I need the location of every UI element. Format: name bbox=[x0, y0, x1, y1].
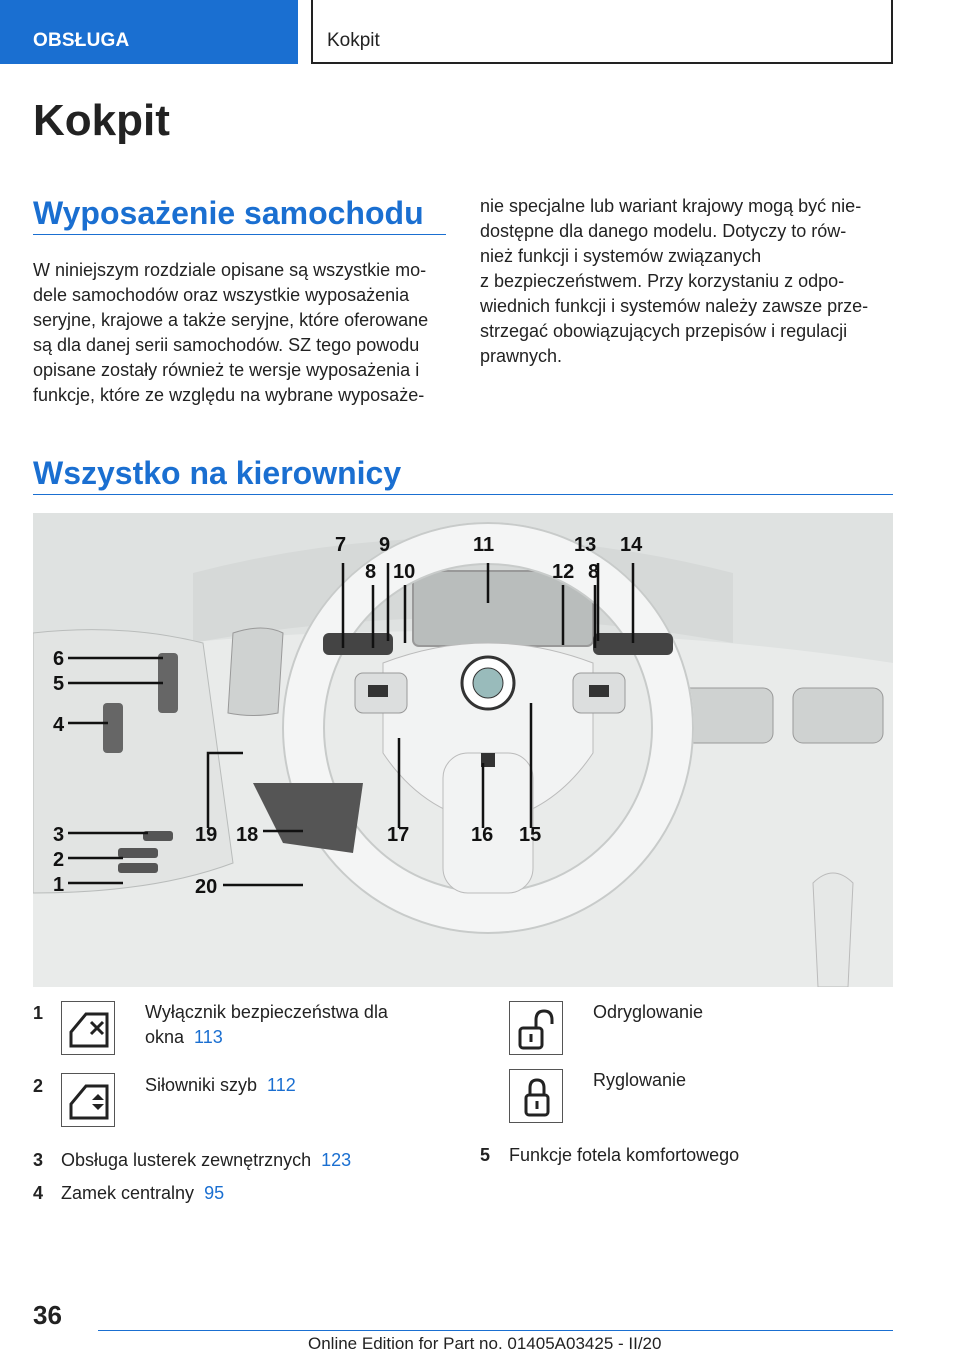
item-text-line: Wyłącznik bezpieczeństwa dla bbox=[145, 1002, 388, 1022]
lock-icon bbox=[509, 1069, 563, 1123]
text-line: dele samochodów oraz wszystkie wyposażenia bbox=[33, 285, 410, 305]
chapter-tab bbox=[311, 0, 893, 64]
item-text bbox=[145, 1000, 388, 1050]
equipment-text-right bbox=[480, 194, 900, 369]
chapter-tab-label: Kokpit bbox=[327, 30, 380, 51]
callout-label: 17 bbox=[387, 824, 410, 846]
item-text-line: okna bbox=[145, 1027, 185, 1047]
text-line: dostępne dla danego modelu. Dotyczy to rów‐ bbox=[480, 221, 847, 241]
item-text bbox=[61, 1148, 351, 1173]
text-line: funkcje, które ze względu na wybrane wyposaże‐ bbox=[33, 385, 425, 405]
callout-label: 3 bbox=[53, 824, 65, 846]
text-line: z bezpieczeństwem. Przy korzystaniu z odpo‐ bbox=[480, 271, 845, 291]
unlock-icon bbox=[509, 1001, 563, 1055]
item-text bbox=[145, 1073, 296, 1098]
callout-label: 12 bbox=[552, 561, 575, 583]
callout-label: 8 bbox=[365, 561, 377, 583]
callout-label: 19 bbox=[195, 824, 218, 846]
page-reference-link[interactable]: 123 bbox=[321, 1150, 352, 1170]
callout-label: 8 bbox=[588, 561, 600, 583]
callout-label: 5 bbox=[53, 673, 65, 695]
item-text bbox=[61, 1181, 224, 1206]
equipment-text-left bbox=[33, 258, 453, 408]
item-number: 1 bbox=[33, 1003, 44, 1023]
steering-heading: Wszystko na kierownicy bbox=[33, 455, 402, 491]
text-line: prawnych. bbox=[480, 346, 563, 366]
callout-label: 15 bbox=[519, 824, 542, 846]
callout-label: 4 bbox=[53, 714, 65, 736]
text-line: są dla danej serii samochodów. SZ tego powodu bbox=[33, 335, 420, 355]
callout-label: 13 bbox=[574, 534, 597, 556]
page-title: Kokpit bbox=[33, 96, 170, 145]
text-line: strzegać obowiązujących przepisów i regulacji bbox=[480, 321, 848, 341]
section-tab bbox=[0, 0, 298, 64]
steering-heading-rule bbox=[33, 494, 893, 495]
item-number: 3 bbox=[33, 1150, 44, 1170]
item-text-line: Obsługa lusterek zewnętrznych bbox=[61, 1150, 312, 1170]
cockpit-illustration bbox=[33, 513, 893, 987]
callout-label: 2 bbox=[53, 849, 65, 871]
callout-label: 20 bbox=[195, 876, 218, 898]
text-line: nież funkcji i systemów związanych bbox=[480, 246, 762, 266]
section-tab-label: OBSŁUGA bbox=[33, 30, 130, 51]
text-line: W niniejszym rozdziale opisane są wszystkie mo‐ bbox=[33, 260, 427, 280]
callout-label: 9 bbox=[379, 534, 391, 556]
item-number: 5 bbox=[480, 1145, 491, 1165]
text-line: wiednich funkcji i systemów należy zawsze prze‐ bbox=[480, 296, 869, 316]
footer-edition: Online Edition for Part no. 01405A03425 - II/20 bbox=[308, 1334, 662, 1353]
callout-label: 7 bbox=[335, 534, 347, 556]
callout-label: 18 bbox=[236, 824, 259, 846]
footer-rule bbox=[98, 1330, 893, 1331]
power-window-icon bbox=[61, 1073, 115, 1127]
item-number: 2 bbox=[33, 1076, 44, 1096]
text-line: opisane zostały również te wersje wyposażenia i bbox=[33, 360, 420, 380]
callout-label: 16 bbox=[471, 824, 494, 846]
item-number: 4 bbox=[33, 1183, 44, 1203]
item-text: Odryglowanie bbox=[593, 1002, 704, 1022]
text-line: nie specjalne lub wariant krajowy mogą być nie‐ bbox=[480, 196, 862, 216]
callout-label: 11 bbox=[473, 534, 495, 556]
item-text-line: Zamek centralny bbox=[61, 1183, 195, 1203]
callout-label: 1 bbox=[53, 874, 65, 896]
page-reference-link[interactable]: 113 bbox=[194, 1027, 223, 1047]
equipment-heading: Wyposażenie samochodu bbox=[33, 195, 424, 231]
item-text: Ryglowanie bbox=[593, 1070, 687, 1090]
window-safety-switch-icon bbox=[61, 1001, 115, 1055]
text-line: seryjne, krajowe a także seryjne, które oferowane bbox=[33, 310, 429, 330]
cockpit-drawing bbox=[33, 513, 893, 987]
item-text: Funkcje fotela komfortowego bbox=[509, 1145, 740, 1165]
page-number: 36 bbox=[33, 1300, 62, 1330]
page-reference-link[interactable]: 112 bbox=[267, 1075, 296, 1095]
equipment-heading-rule bbox=[33, 234, 446, 235]
callout-label: 6 bbox=[53, 648, 65, 670]
callout-label: 10 bbox=[393, 561, 416, 583]
item-text-line: Siłowniki szyb bbox=[145, 1075, 258, 1095]
callout-label: 14 bbox=[620, 534, 643, 556]
page-reference-link[interactable]: 95 bbox=[204, 1183, 225, 1203]
